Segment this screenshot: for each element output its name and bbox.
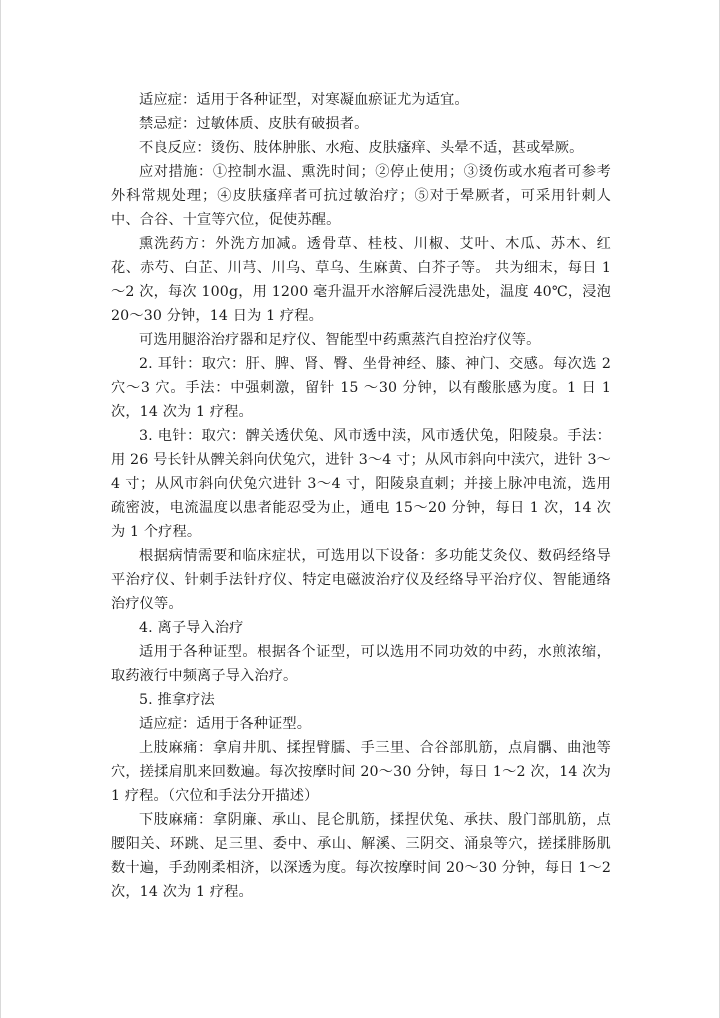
paragraph-massage-indications: 适应症：适用于各种证型。 (139, 716, 312, 732)
paragraph-fumigation-formula: 熏洗药方：外洗方加减。透骨草、桂枝、川椒、艾叶、木瓜、苏木、红花、赤芍、白芷、川芎、川乌、草乌、生麻黄、白芥子等。 共为细末，每日 1～2 次，每次 100g，用 1200 毫升温开水溶解后浸洗患处，温度 40℃，浸泡 20～30 分钟，14 日为 1 疗程。 (111, 236, 611, 324)
paragraph-ear-acupuncture: 2. 耳针：取穴：肝、脾、肾、臀、坐骨神经、膝、神门、交感。每次选 2 穴～3 穴。手法：中强刺激，留针 15 ～30 分钟，以有酸胀感为度。1 日 1 次，14 次为 1 疗程。 (111, 356, 611, 420)
paragraph-fumigation-devices: 可选用腿浴治疗器和足疗仪、智能型中药熏蒸汽自控治疗仪等。 (139, 332, 541, 348)
heading-iontophoresis: 4. 离子导入治疗 (139, 620, 244, 636)
document-body (111, 88, 611, 904)
paragraph-equipment: 根据病情需要和临床症状，可选用以下设备：多功能艾灸仪、数码经络导平治疗仪、针刺手法针疗仪、特定电磁波治疗仪及经络导平治疗仪、智能通络治疗仪等。 (111, 548, 611, 612)
paragraph-contraindications: 禁忌症：过敏体质、皮肤有破损者。 (139, 116, 369, 132)
heading-massage: 5. 推拿疗法 (139, 692, 215, 708)
paragraph-countermeasures: 应对措施：①控制水温、熏洗时间；②停止使用；③烫伤或水疱者可参考外科常规处理；④皮肤瘙痒者可抗过敏治疗；⑤对于晕厥者，可采用针刺人中、合谷、十宣等穴位，促使苏醒。 (111, 164, 611, 228)
paragraph-indications: 适应症：适用于各种证型，对寒凝血瘀证尤为适宜。 (139, 92, 469, 108)
paragraph-iontophoresis: 适用于各种证型。根据各个证型，可以选用不同功效的中药，水煎浓缩，取药液行中频离子导入治疗。 (111, 644, 611, 684)
paragraph-lower-limb: 下肢麻痛：拿阴廉、承山、昆仑肌筋，揉捏伏兔、承扶、殷门部肌筋，点腰阳关、环跳、足三里、委中、承山、解溪、三阴交、涌泉等穴，搓揉腓肠肌数十遍，手劲刚柔相济，以深透为度。每次按摩时间 20～30 分钟，每日 1～2 次，14 次为 1 疗程。 (111, 812, 611, 900)
paragraph-adverse-reactions: 不良反应：烫伤、肢体肿胀、水疱、皮肤瘙痒、头晕不适，甚或晕厥。 (139, 140, 584, 156)
paragraph-electroacupuncture: 3. 电针：取穴：髀关透伏兔、风市透中渎，风市透伏兔，阳陵泉。手法：用 26 号长针从髀关斜向伏兔穴，进针 3～4 寸；从风市斜向中渎穴，进针 3～4 寸；从风市斜向伏兔穴进针 3～4 寸，阳陵泉直刺；并接上脉冲电流，选用疏密波，电流温度以患者能忍受为止，通电 15～20 分钟，每日 1 次，14 次为 1 个疗程。 (111, 428, 611, 540)
paragraph-upper-limb: 上肢麻痛：拿肩井肌、揉捏臂臑、手三里、合谷部肌筋，点肩髃、曲池等穴，搓揉肩肌来回数遍。每次按摩时间 20～30 分钟，每日 1～2 次，14 次为 1 疗程。（穴位和手法分开描述） (111, 740, 611, 804)
